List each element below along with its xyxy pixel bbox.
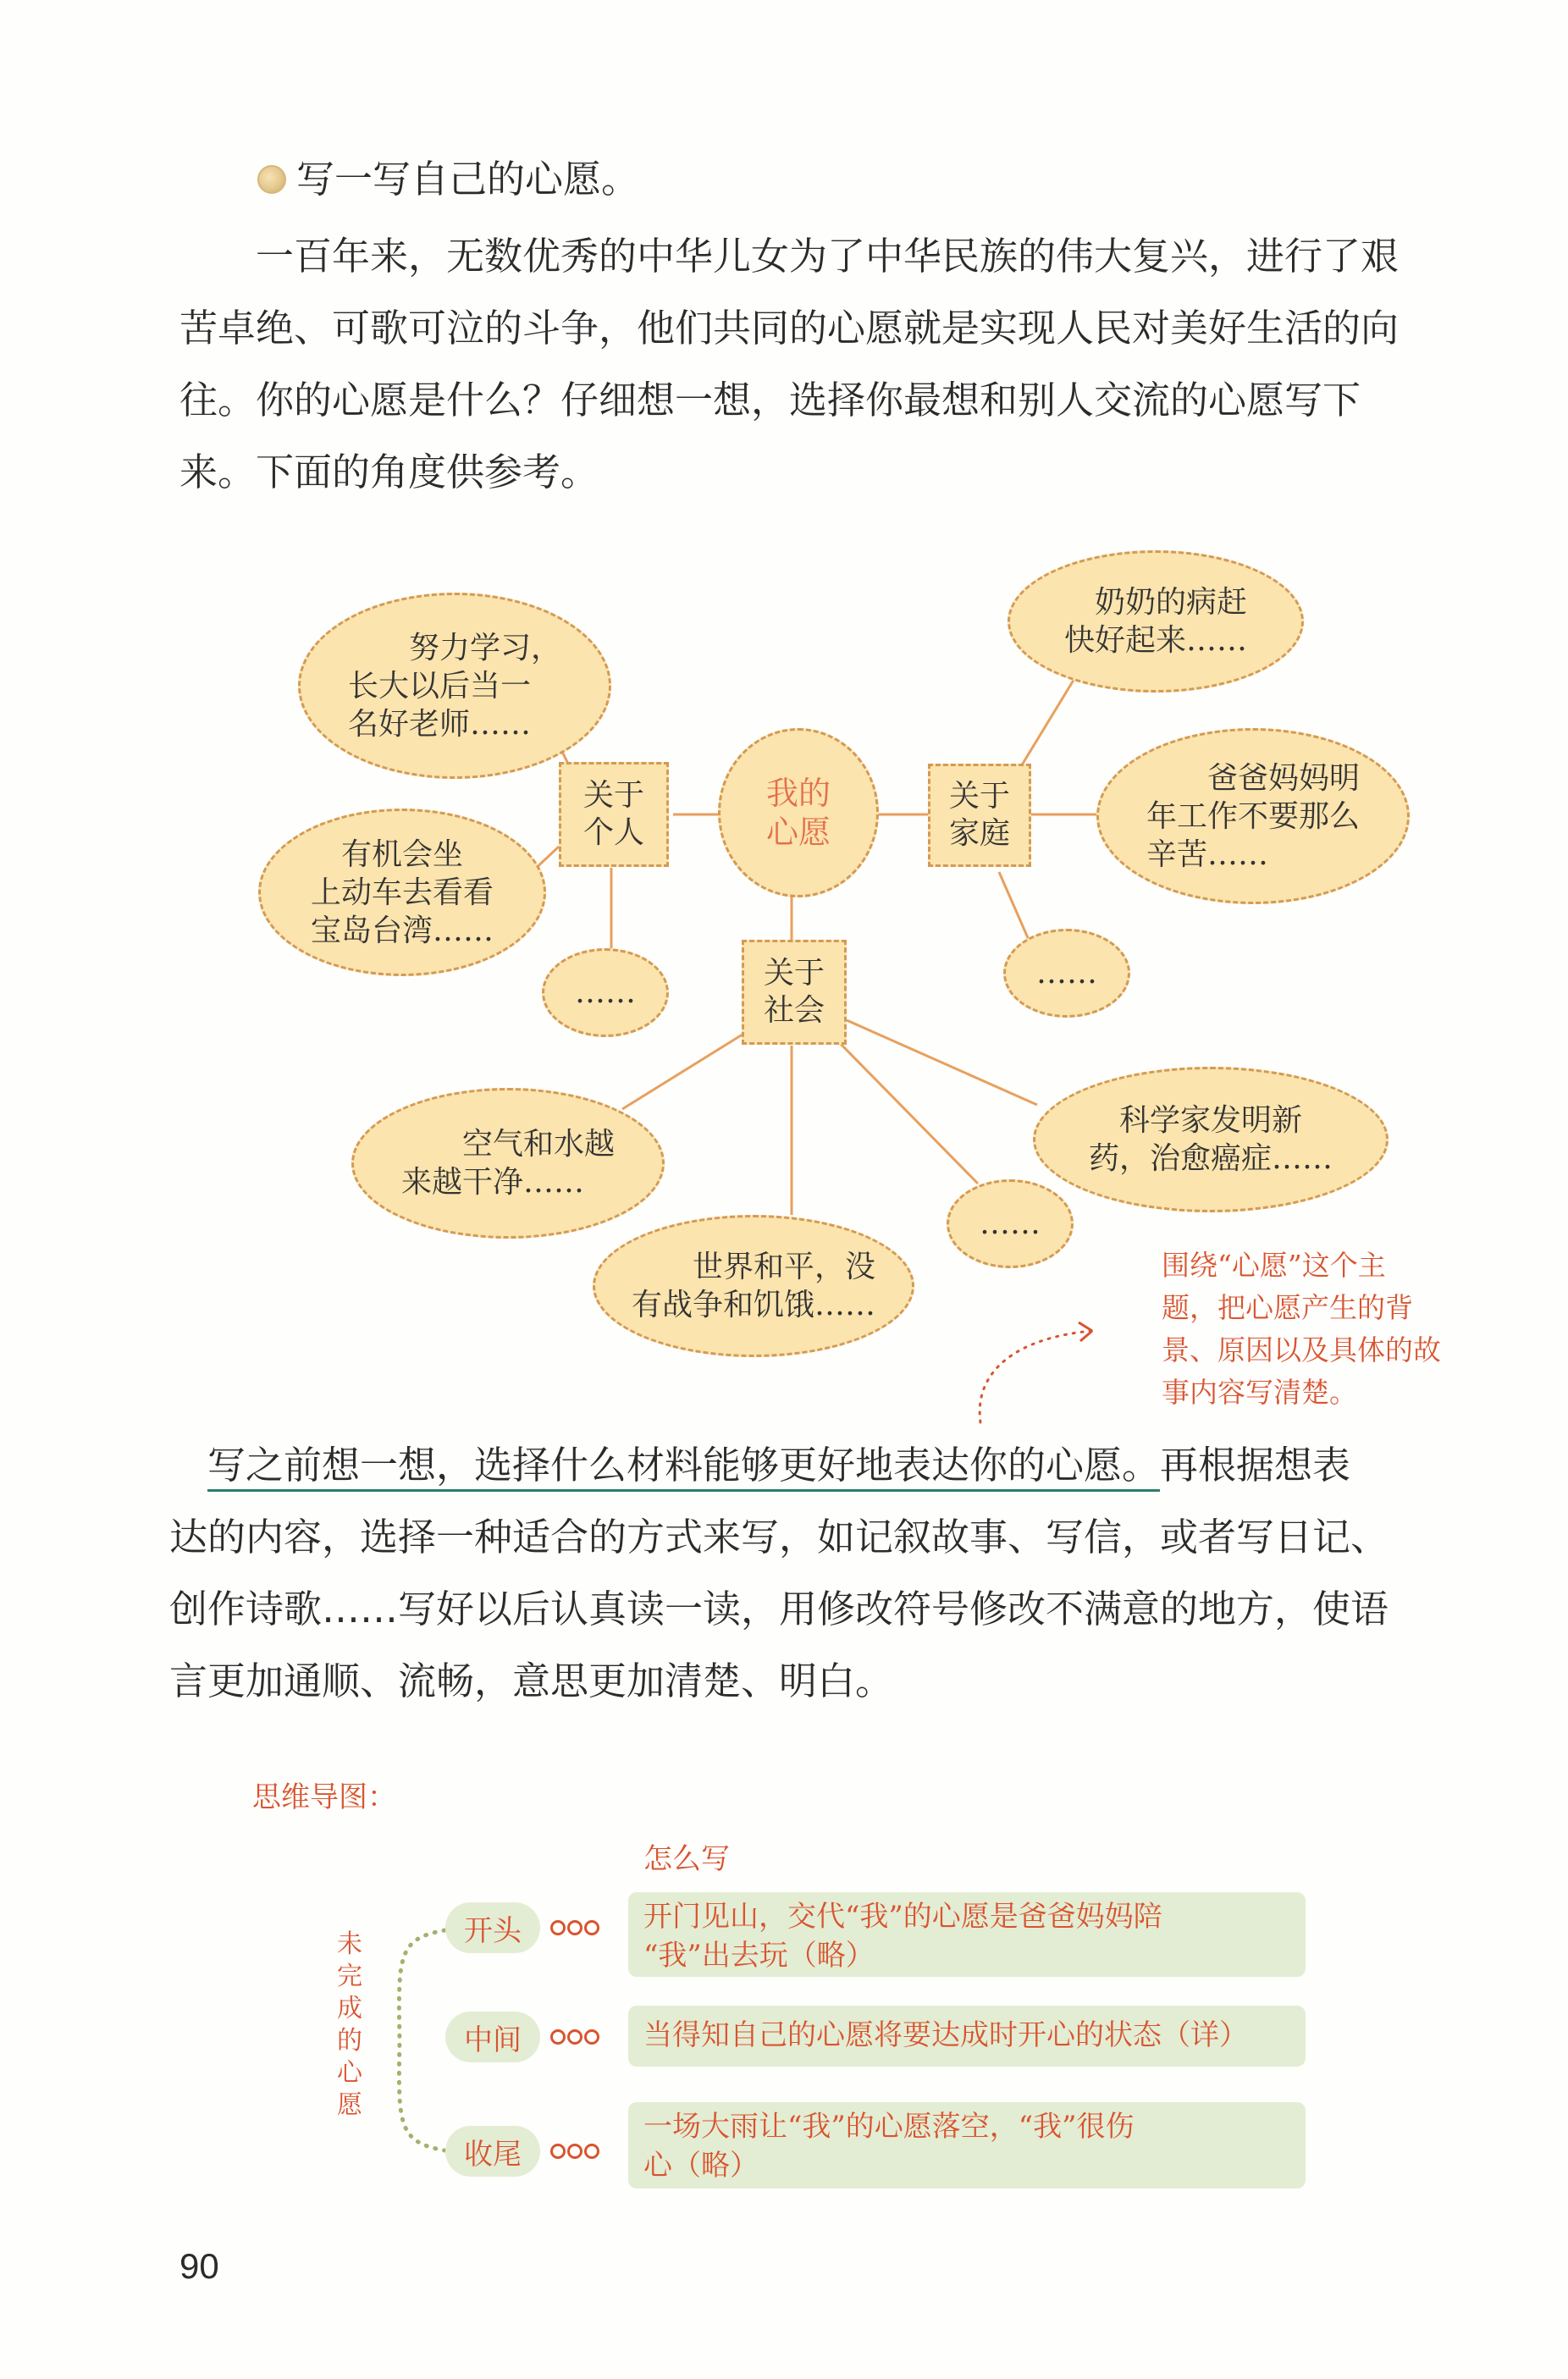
intro-line: 苦卓绝、可歌可泣的斗争，他们共同的心愿就是实现人民对美好生活的向 [179,306,1400,351]
intro-line: 来。下面的角度供参考。 [179,450,599,494]
idea-bubble [258,809,546,976]
intro-line: 一百年来，无数优秀的中华儿女为了中华民族的伟大复兴，进行了艰 [179,234,1400,279]
annotation-dotted-arrow [980,1331,1092,1422]
flowchart-vertical-title: 未 完 成 的 心 愿 [337,1929,362,2120]
idea-bubble [593,1215,914,1357]
idea-text: 世界和平，没 有战争和饥饿…… [631,1250,875,1322]
idea-text: 空气和水越 来越干净…… [400,1127,615,1200]
arrow-head-icon [1079,1322,1092,1341]
flowchart-how-label: 怎么写 [643,1842,730,1876]
ellipsis-circles-icon [550,2029,599,2045]
circle-bullet-icon [257,165,286,194]
flowchart-label: 思维导图： [252,1780,396,1814]
flow-description-box: 一场大雨让“我”的心愿落空，“我”很伤 心（略） [628,2102,1306,2189]
tips-line-tail: 再根据想表 [1160,1443,1351,1488]
heading-text: 写一写自己的心愿。 [296,157,640,201]
mindmap-center [718,728,879,897]
idea-text: 有机会坐 上动车去看看 宝岛台湾…… [310,836,494,948]
connector-line [834,1037,978,1184]
category-family: 关于 家庭 [928,764,1031,867]
flow-part-pill: 收尾 [445,2126,540,2177]
idea-bubble [1003,929,1130,1018]
category-society: 关于 社会 [742,940,847,1045]
flow-description-box: 当得知自己的心愿将要达成时开心的状态（详） [628,2006,1306,2067]
tips-line: 达的内容，选择一种适合的方式来写，如记叙故事、写信，或者写日记、 [169,1515,1389,1559]
idea-text: …… [575,975,636,1010]
connector-line [847,1020,1037,1105]
idea-bubble [1033,1067,1389,1212]
category-personal: 关于 个人 [559,762,669,867]
section-heading [257,152,639,207]
page-number: 90 [179,2246,219,2286]
connector-line [1016,677,1075,775]
ellipsis-circles-icon [550,1920,599,1935]
tips-line: 创作诗歌……写好以后认真读一读，用修改符号修改不满意的地方，使语 [169,1587,1389,1631]
intro-paragraph [179,220,1505,508]
idea-text: 奶奶的病赶 快好起来…… [1063,585,1247,658]
flow-description-box: 开门见山，交代“我”的心愿是爸爸妈妈陪 “我”出去玩（略） [628,1892,1306,1977]
intro-line: 往。你的心愿是什么？仔细想一想，选择你最想和别人交流的心愿写下 [179,378,1361,422]
flow-part-pill: 中间 [445,2012,540,2062]
flow-part-pill: 开头 [445,1902,540,1953]
connector-line [622,1033,745,1109]
tips-line: 言更加通顺、流畅，意思更加清楚、明白。 [169,1659,894,1703]
margin-annotation: 围绕“心愿”这个主 题，把心愿产生的背 景、原因以及具体的故 事内容写清楚。 [1162,1249,1441,1409]
idea-bubble [298,593,611,779]
connector-line [999,872,1029,940]
idea-bubble [1096,728,1410,904]
ellipsis-circles-icon [550,2144,599,2159]
underlined-sentence: 写之前想一想，选择什么材料能够更好地表达你的心愿。 [207,1443,1160,1492]
idea-text: …… [980,1206,1041,1241]
idea-text: 爸爸妈妈明 年工作不要那么 辛苦…… [1146,760,1360,872]
writing-tips-paragraph [169,1429,1507,1717]
idea-bubble [1008,550,1304,693]
tips-line [169,1429,1507,1501]
flowchart-bracket [364,1905,457,2176]
idea-text: 努力学习， 长大以后当一 名好老师…… [347,630,561,742]
idea-bubble [542,948,669,1037]
mindmap-center-text: 我的 心愿 [765,775,831,851]
idea-bubble [947,1179,1074,1268]
idea-text: 科学家发明新 药，治愈癌症…… [1088,1103,1333,1176]
idea-text: …… [1036,956,1097,991]
idea-bubble [351,1088,665,1239]
